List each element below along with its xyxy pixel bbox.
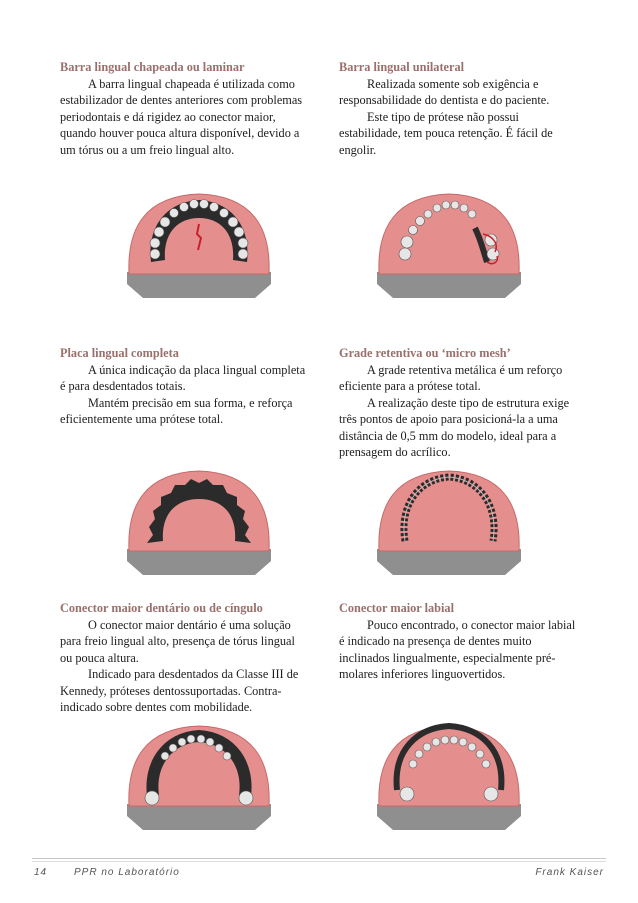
model-base [127, 272, 271, 298]
section-paragraph: Indicado para desdentados da Classe III de Kennedy, próteses dentossuportadas. Contra-indicado sobre dentes com mobilidade. [60, 667, 299, 714]
gum-model [379, 471, 519, 551]
section-paragraph: A grade retentiva metálica é um reforço eficiente para a prótese total. [339, 362, 563, 393]
section-grade-retentiva [339, 345, 579, 461]
section-barra-lingual-unilateral [339, 59, 579, 158]
figure-placa-completa [125, 465, 273, 585]
figure-conector-labial [375, 720, 523, 840]
page-number: 14 [34, 867, 48, 878]
book-title: PPR no Laboratório [74, 867, 180, 878]
section-heading: Barra lingual chapeada ou laminar [60, 60, 245, 74]
section-paragraph: O conector maior dentário é uma solução para freio lingual alto, presença de tórus lingual ou pouca altura. [60, 617, 295, 665]
footer-divider-secondary [32, 861, 606, 862]
model-base [127, 549, 271, 575]
section-paragraph: Mantém precisão em sua forma, e reforça eficientemente uma prótese total. [60, 395, 293, 426]
figure-grade-retentiva [375, 465, 523, 585]
section-heading: Conector maior labial [339, 601, 454, 615]
section-heading: Conector maior dentário ou de cíngulo [60, 601, 263, 615]
section-paragraph: A única indicação da placa lingual completa é para desdentados totais. [60, 362, 306, 393]
section-paragraph: Pouco encontrado, o conector maior labial é indicado na presença de dentes muito inclinados lingualmente, especialmente pré-molares inferiores linguovertidos. [339, 617, 576, 681]
model-base [127, 804, 271, 830]
section-paragraph: A barra lingual chapeada é utilizada como estabilizador de dentes anteriores com problemas periodontais e dá rigidez ao conector maior, quando houver pouca altura disponível, devido a um tórus ou a um freio lingual alto. [60, 76, 303, 157]
figure-conector-dentario [125, 720, 273, 840]
section-conector-labial [339, 600, 579, 683]
model-base [377, 549, 521, 575]
footer-divider [32, 858, 606, 859]
model-base [377, 272, 521, 298]
section-heading: Grade retentiva ou ‘micro mesh’ [339, 346, 511, 360]
author-name: Frank Kaiser [535, 867, 604, 878]
section-heading: Placa lingual completa [60, 346, 179, 360]
section-paragraph: Este tipo de prótese não possui estabilidade, tem pouca retenção. É fácil de engolir. [339, 109, 553, 157]
section-paragraph: A realização deste tipo de estrutura exige três pontos de apoio para posicioná-la a uma distância de 0,5 mm do modelo, ideal para a prensagem do acrílico. [339, 395, 570, 459]
section-barra-lingual-chapeada [60, 59, 310, 158]
section-conector-dentario [60, 600, 310, 716]
section-placa-lingual-completa [60, 345, 310, 428]
section-heading: Barra lingual unilateral [339, 60, 465, 74]
section-paragraph: Realizada somente sob exigência e responsabilidade do dentista e do paciente. [339, 76, 550, 107]
figure-unilateral [375, 188, 523, 308]
figure-chapeada [125, 188, 273, 308]
model-base [377, 804, 521, 830]
